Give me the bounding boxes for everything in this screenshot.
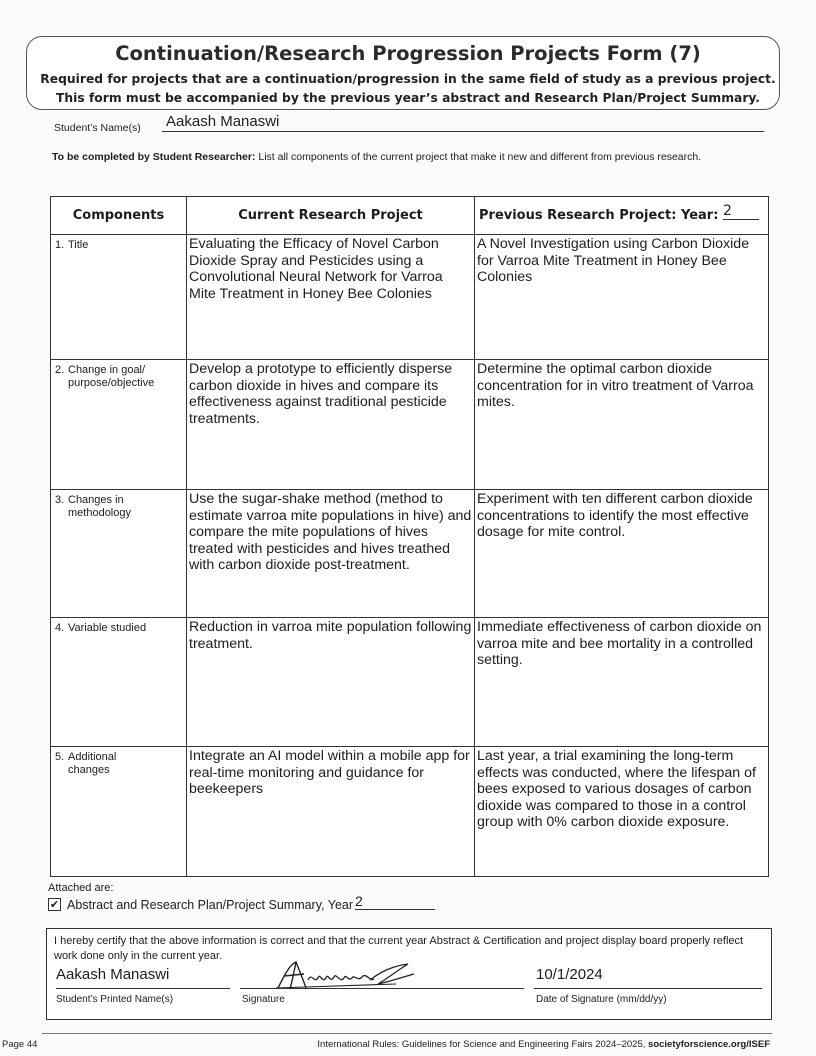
table-row: [51, 360, 769, 490]
row-label-cont: methodology: [68, 507, 131, 519]
table-header-row: [51, 197, 769, 235]
form-subtitle-accompany: This form must be accompanied by the previous year’s abstract and Research Plan/Project Summary.: [56, 91, 760, 105]
current-methodology-field[interactable]: Use the sugar-shake method (method to estimate varroa mite populations in hive) and compare the mite populations of hives treated with pesticides and hives treathed with carbon dioxide post-treatment.: [187, 490, 475, 618]
row-label: Variable studied: [68, 622, 147, 634]
attached-label: Attached are:: [48, 882, 114, 894]
current-variable-field[interactable]: Reduction in varroa mite population following treatment.: [187, 618, 475, 747]
row-number: 2.: [55, 364, 65, 376]
instructions-bold: To be completed by Student Researcher:: [52, 151, 256, 163]
instructions: [52, 150, 752, 164]
row-label-goal: [51, 360, 187, 490]
attached-item-label: Abstract and Research Plan/Project Summary, Year: [67, 897, 354, 912]
student-name-field[interactable]: Aakash Manaswi: [166, 113, 280, 130]
page-number: Page 44: [2, 1039, 38, 1050]
signature-image: [270, 958, 420, 992]
row-label: Title: [68, 239, 89, 251]
row-label: Additional: [68, 751, 117, 763]
row-label-variable: [51, 618, 187, 747]
row-label-title: [51, 235, 187, 360]
header-previous-project: [475, 197, 769, 235]
previous-title-field[interactable]: A Novel Investigation using Carbon Dioxide for Varroa Mite Treatment in Honey Bee Colonies: [475, 235, 769, 360]
date-line: [534, 988, 762, 989]
instructions-text: List all components of the current project that make it new and different from previous research.: [255, 151, 702, 163]
attached-year-field[interactable]: 2: [355, 893, 435, 910]
certification-text: I hereby certify that the above information is correct and that the current year Abstract & Certification and project display board properly reflect work done only in the current year.: [54, 935, 744, 962]
current-title-field[interactable]: Evaluating the Efficacy of Novel Carbon Dioxide Spray and Pesticides using a Convolutional Neural Network for Varroa Mite Treatment in Honey Bee Colonies: [187, 235, 475, 360]
header-previous-label: Previous Research Project: Year:: [479, 208, 719, 223]
table-row: [51, 490, 769, 618]
previous-year-field[interactable]: 2: [723, 203, 759, 220]
signature-date-field[interactable]: 10/1/2024: [536, 966, 603, 983]
attached-item: [48, 893, 435, 913]
signature-line: [240, 988, 524, 989]
table-row: [51, 235, 769, 360]
row-label: Change in goal/: [68, 364, 146, 376]
printed-name-line: [56, 988, 230, 989]
row-number: 4.: [55, 622, 65, 634]
table-row: [51, 747, 769, 877]
row-label: Changes in: [68, 494, 124, 506]
previous-additional-field[interactable]: Last year, a trial examining the long-term effects was conducted, where the lifespan of bees exposed to various dosages of carbon dioxide was compared to those in a control group with 0% carbon dioxide exposure.: [475, 747, 769, 877]
printed-name-label: Student’s Printed Name(s): [56, 994, 174, 1005]
footer-rule: [42, 1033, 772, 1034]
footer-text: [317, 1039, 770, 1050]
row-label-cont: purpose/objective: [68, 377, 155, 389]
row-label-cont: changes: [68, 764, 110, 776]
row-label-additional: [51, 747, 187, 877]
abstract-checkbox[interactable]: ✔: [49, 899, 60, 911]
table-row: [51, 618, 769, 747]
header-components: Components: [51, 197, 187, 235]
printed-name-field[interactable]: Aakash Manaswi: [56, 966, 170, 983]
row-number: 3.: [55, 494, 65, 506]
row-label-methodology: [51, 490, 187, 618]
student-name-underline: [162, 131, 764, 132]
current-additional-field[interactable]: Integrate an AI model within a mobile app for real-time monitoring and guidance for beekeepers: [187, 747, 475, 877]
previous-methodology-field[interactable]: Experiment with ten different carbon dioxide concentrations to identify the most effective dosage for mite control.: [475, 490, 769, 618]
form-subtitle-requirement: Required for projects that are a continuation/progression in the same field of study as a previous project.: [40, 72, 776, 86]
components-table: [50, 196, 769, 877]
header-current-project: Current Research Project: [187, 197, 475, 235]
student-name-label: Student’s Name(s): [54, 122, 141, 134]
form-title: Continuation/Research Progression Projects Form (7): [115, 42, 701, 65]
signature-label: Signature: [242, 994, 285, 1005]
previous-goal-field[interactable]: Determine the optimal carbon dioxide concentration for in vitro treatment of Varroa mites.: [475, 360, 769, 490]
row-number: 1.: [55, 239, 65, 251]
footer-citation: International Rules: Guidelines for Science and Engineering Fairs 2024–2025,: [317, 1039, 649, 1050]
previous-variable-field[interactable]: Immediate effectiveness of carbon dioxide on varroa mite and bee mortality in a controlled setting.: [475, 618, 769, 747]
row-number: 5.: [55, 751, 65, 763]
date-label: Date of Signature (mm/dd/yy): [536, 994, 667, 1005]
current-goal-field[interactable]: Develop a prototype to efficiently disperse carbon dioxide in hives and compare its effectiveness against traditional pesticide treatments.: [187, 360, 475, 490]
footer-link[interactable]: societyforscience.org/ISEF: [648, 1039, 770, 1050]
